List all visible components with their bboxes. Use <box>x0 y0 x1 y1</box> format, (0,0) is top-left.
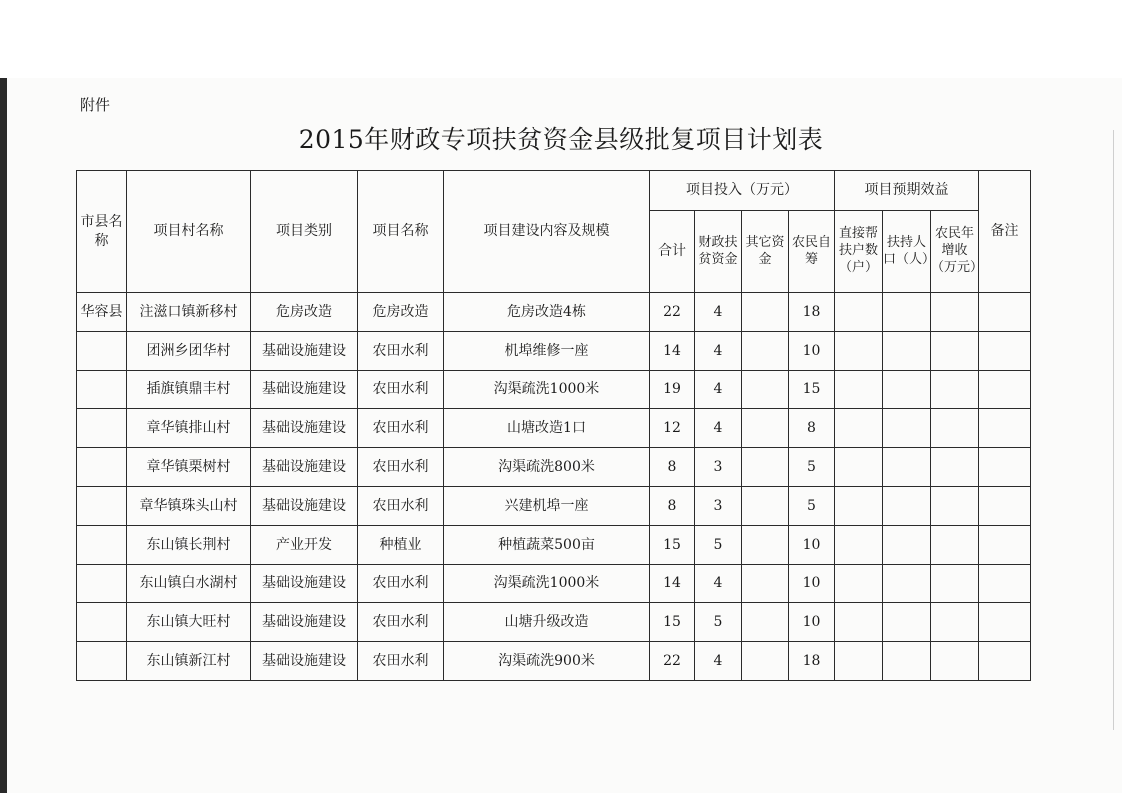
cell-county <box>77 448 127 487</box>
cell-county <box>77 486 127 525</box>
cell-income <box>931 448 979 487</box>
header-county: 市县名称 <box>77 171 127 293</box>
cell-remarks <box>979 525 1031 564</box>
header-fiscal: 财政扶贫资金 <box>695 211 742 293</box>
cell-village: 东山镇大旺村 <box>127 603 251 642</box>
cell-fiscal: 4 <box>695 331 742 370</box>
cell-farmer: 18 <box>789 293 835 332</box>
cell-total: 22 <box>650 642 695 681</box>
cell-remarks <box>979 564 1031 603</box>
cell-farmer: 10 <box>789 603 835 642</box>
cell-category: 基础设施建设 <box>251 331 358 370</box>
scan-edge <box>0 78 7 793</box>
cell-remarks <box>979 409 1031 448</box>
header-other: 其它资金 <box>742 211 789 293</box>
table-row <box>77 486 1031 525</box>
cell-content: 山塘改造1口 <box>444 409 650 448</box>
cell-other <box>742 603 789 642</box>
cell-project-name: 种植业 <box>358 525 444 564</box>
cell-remarks <box>979 370 1031 409</box>
header-farmer: 农民自筹 <box>789 211 835 293</box>
cell-farmer: 10 <box>789 564 835 603</box>
cell-households <box>835 603 883 642</box>
cell-households <box>835 448 883 487</box>
cell-households <box>835 486 883 525</box>
cell-county <box>77 409 127 448</box>
cell-population <box>883 564 931 603</box>
table-row <box>77 448 1031 487</box>
cell-category: 基础设施建设 <box>251 603 358 642</box>
cell-project-name: 农田水利 <box>358 370 444 409</box>
cell-content: 沟渠疏洗1000米 <box>444 370 650 409</box>
cell-county <box>77 370 127 409</box>
cell-fiscal: 4 <box>695 293 742 332</box>
cell-other <box>742 331 789 370</box>
cell-remarks <box>979 293 1031 332</box>
cell-total: 15 <box>650 603 695 642</box>
cell-total: 8 <box>650 486 695 525</box>
cell-project-name: 农田水利 <box>358 448 444 487</box>
table-row <box>77 370 1031 409</box>
cell-content: 种植蔬菜500亩 <box>444 525 650 564</box>
cell-project-name: 农田水利 <box>358 331 444 370</box>
cell-other <box>742 642 789 681</box>
header-total: 合计 <box>650 211 695 293</box>
cell-county <box>77 564 127 603</box>
table-row <box>77 293 1031 332</box>
cell-village: 东山镇白水湖村 <box>127 564 251 603</box>
cell-other <box>742 525 789 564</box>
cell-households <box>835 525 883 564</box>
cell-income <box>931 642 979 681</box>
cell-project-name: 农田水利 <box>358 603 444 642</box>
cell-content: 沟渠疏洗800米 <box>444 448 650 487</box>
header-content: 项目建设内容及规模 <box>444 171 650 293</box>
attachment-label: 附件 <box>80 96 111 114</box>
table-row <box>77 564 1031 603</box>
cell-fiscal: 4 <box>695 370 742 409</box>
cell-village: 东山镇长荆村 <box>127 525 251 564</box>
cell-category: 基础设施建设 <box>251 642 358 681</box>
cell-project-name: 农田水利 <box>358 409 444 448</box>
cell-farmer: 18 <box>789 642 835 681</box>
cell-county <box>77 642 127 681</box>
cell-fiscal: 5 <box>695 525 742 564</box>
cell-fiscal: 4 <box>695 564 742 603</box>
cell-households <box>835 293 883 332</box>
cell-households <box>835 370 883 409</box>
cell-project-name: 农田水利 <box>358 486 444 525</box>
cell-population <box>883 525 931 564</box>
cell-village: 团洲乡团华村 <box>127 331 251 370</box>
header-village: 项目村名称 <box>127 171 251 293</box>
header-households: 直接帮扶户数（户） <box>835 211 883 293</box>
header-project-name: 项目名称 <box>358 171 444 293</box>
header-category: 项目类别 <box>251 171 358 293</box>
cell-income <box>931 409 979 448</box>
project-plan-table <box>76 170 1031 681</box>
cell-population <box>883 331 931 370</box>
cell-population <box>883 486 931 525</box>
cell-population <box>883 409 931 448</box>
cell-remarks <box>979 486 1031 525</box>
cell-fiscal: 3 <box>695 448 742 487</box>
cell-farmer: 10 <box>789 525 835 564</box>
cell-farmer: 8 <box>789 409 835 448</box>
cell-content: 危房改造4栋 <box>444 293 650 332</box>
cell-other <box>742 370 789 409</box>
cell-income <box>931 293 979 332</box>
cell-remarks <box>979 331 1031 370</box>
cell-category: 基础设施建设 <box>251 370 358 409</box>
cell-village: 章华镇排山村 <box>127 409 251 448</box>
cell-population <box>883 603 931 642</box>
page-title: 2015年财政专项扶贫资金县级批复项目计划表 <box>298 125 824 154</box>
cell-farmer: 5 <box>789 448 835 487</box>
cell-remarks <box>979 448 1031 487</box>
cell-total: 15 <box>650 525 695 564</box>
table-row <box>77 409 1031 448</box>
cell-households <box>835 409 883 448</box>
cell-category: 危房改造 <box>251 293 358 332</box>
cell-other <box>742 486 789 525</box>
cell-content: 兴建机埠一座 <box>444 486 650 525</box>
cell-village: 东山镇新江村 <box>127 642 251 681</box>
cell-other <box>742 448 789 487</box>
cell-county <box>77 331 127 370</box>
cell-households <box>835 331 883 370</box>
cell-farmer: 10 <box>789 331 835 370</box>
cell-total: 12 <box>650 409 695 448</box>
cell-category: 基础设施建设 <box>251 486 358 525</box>
cell-fiscal: 4 <box>695 642 742 681</box>
cell-income <box>931 564 979 603</box>
cell-content: 沟渠疏洗900米 <box>444 642 650 681</box>
scan-edge-right <box>1113 130 1114 730</box>
table-row <box>77 642 1031 681</box>
cell-content: 机埠维修一座 <box>444 331 650 370</box>
cell-population <box>883 293 931 332</box>
cell-content: 山塘升级改造 <box>444 603 650 642</box>
cell-content: 沟渠疏洗1000米 <box>444 564 650 603</box>
cell-income <box>931 370 979 409</box>
cell-category: 基础设施建设 <box>251 409 358 448</box>
header-income: 农民年增收（万元） <box>931 211 979 293</box>
cell-population <box>883 642 931 681</box>
header-remarks: 备注 <box>979 171 1031 293</box>
cell-total: 8 <box>650 448 695 487</box>
header-population: 扶持人口（人） <box>883 211 931 293</box>
cell-fiscal: 4 <box>695 409 742 448</box>
header-benefit-group: 项目预期效益 <box>835 171 979 211</box>
cell-total: 14 <box>650 331 695 370</box>
cell-other <box>742 409 789 448</box>
cell-fiscal: 5 <box>695 603 742 642</box>
cell-county: 华容县 <box>77 293 127 332</box>
cell-project-name: 农田水利 <box>358 642 444 681</box>
cell-total: 14 <box>650 564 695 603</box>
cell-households <box>835 642 883 681</box>
cell-population <box>883 448 931 487</box>
cell-project-name: 危房改造 <box>358 293 444 332</box>
cell-total: 19 <box>650 370 695 409</box>
cell-county <box>77 603 127 642</box>
table-row <box>77 331 1031 370</box>
cell-other <box>742 564 789 603</box>
header-row-1 <box>77 171 1031 211</box>
cell-households <box>835 564 883 603</box>
cell-project-name: 农田水利 <box>358 564 444 603</box>
table-row <box>77 525 1031 564</box>
cell-income <box>931 486 979 525</box>
cell-income <box>931 603 979 642</box>
cell-farmer: 15 <box>789 370 835 409</box>
table-body <box>77 293 1031 681</box>
table-row <box>77 603 1031 642</box>
cell-category: 基础设施建设 <box>251 448 358 487</box>
cell-fiscal: 3 <box>695 486 742 525</box>
cell-total: 22 <box>650 293 695 332</box>
cell-category: 产业开发 <box>251 525 358 564</box>
cell-village: 章华镇珠头山村 <box>127 486 251 525</box>
cell-farmer: 5 <box>789 486 835 525</box>
cell-county <box>77 525 127 564</box>
cell-village: 插旗镇鼎丰村 <box>127 370 251 409</box>
cell-village: 注滋口镇新移村 <box>127 293 251 332</box>
cell-population <box>883 370 931 409</box>
header-investment-group: 项目投入（万元） <box>650 171 835 211</box>
cell-other <box>742 293 789 332</box>
cell-village: 章华镇栗树村 <box>127 448 251 487</box>
cell-remarks <box>979 603 1031 642</box>
cell-income <box>931 525 979 564</box>
cell-income <box>931 331 979 370</box>
cell-category: 基础设施建设 <box>251 564 358 603</box>
cell-remarks <box>979 642 1031 681</box>
